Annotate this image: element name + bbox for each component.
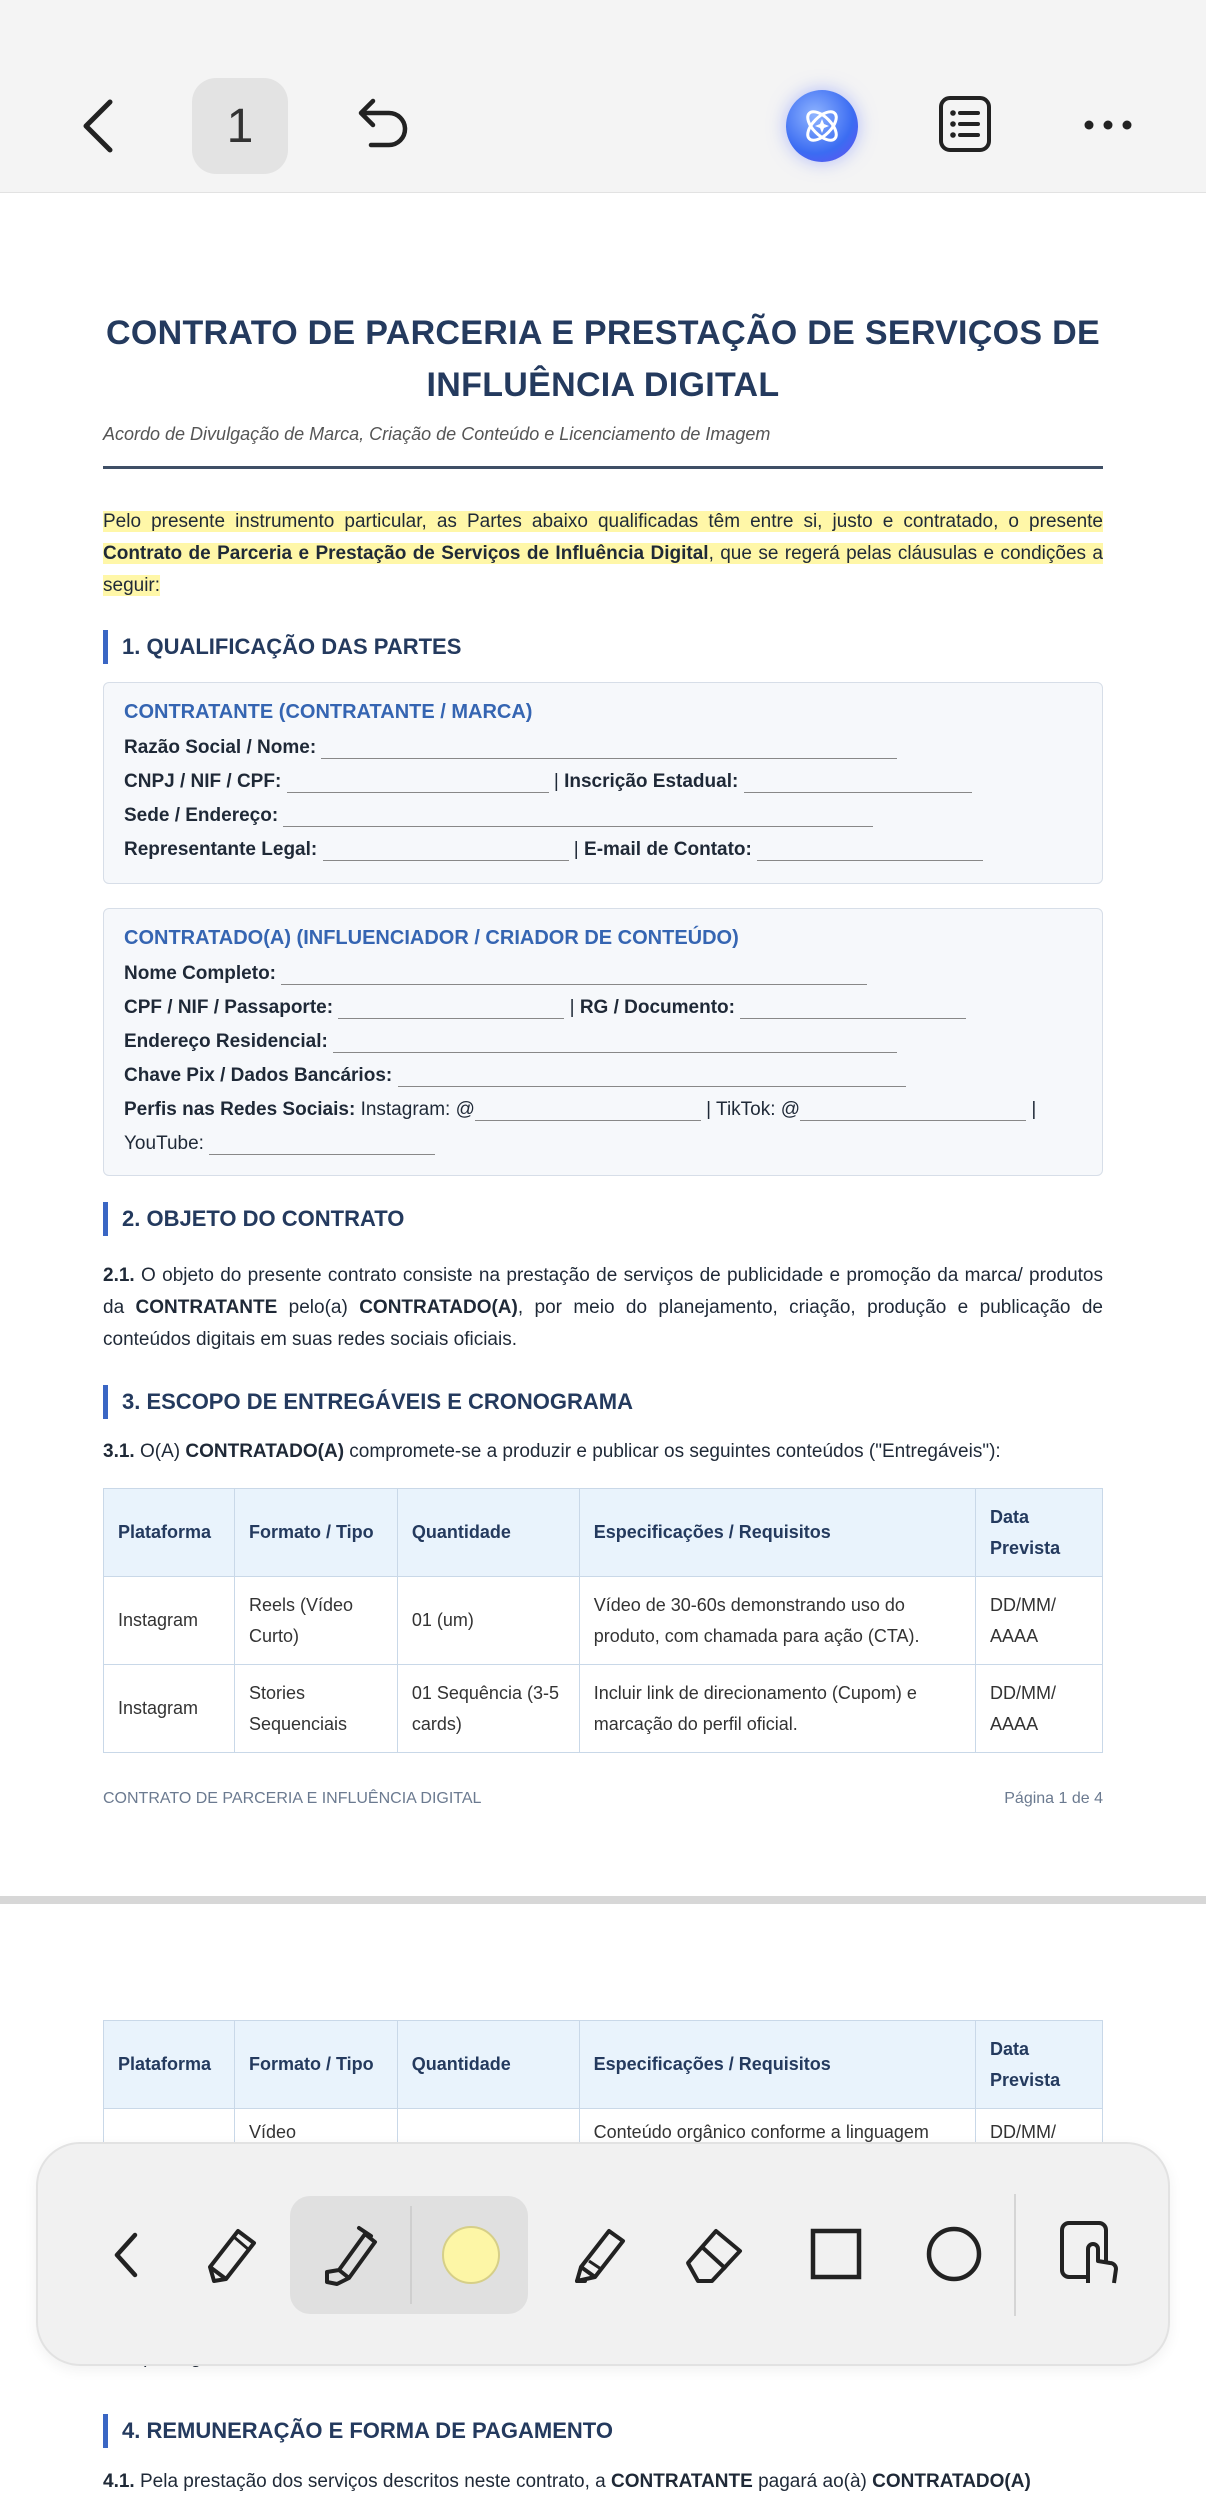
tiktok-label: | TikTok: @ <box>706 1099 801 1120</box>
pen-icon <box>204 2221 264 2287</box>
razao-social-field[interactable] <box>321 737 897 759</box>
table-header: Formato / Tipo <box>234 1489 397 1577</box>
clause-2-1-text-c: pelo(a) <box>277 1297 360 1318</box>
table-cell: DD/MM/ AAAA <box>976 1577 1103 1665</box>
clause-4-1-text-b: CONTRATANTE <box>611 2471 753 2492</box>
instagram-label: Instagram: @ <box>360 1099 475 1120</box>
clause-4-1-text-d: CONTRATADO(A) <box>872 2471 1031 2492</box>
table-header: Plataforma <box>104 1489 235 1577</box>
table-cell: 01 (um) <box>397 1577 579 1665</box>
section-2-heading: 2. OBJETO DO CONTRATO <box>103 1202 404 1236</box>
more-icon <box>1083 119 1133 131</box>
youtube-field[interactable] <box>209 1133 435 1155</box>
table-cell: Vídeo <box>234 2109 397 2197</box>
eraser-tool-button[interactable] <box>674 2214 754 2294</box>
marker-tool-button[interactable] <box>558 2214 638 2294</box>
section-3-heading: 3. ESCOPO DE ENTREGÁVEIS E CRONOGRAMA <box>103 1385 633 1419</box>
rectangle-icon <box>809 2227 863 2281</box>
touch-mode-button[interactable] <box>1050 2212 1130 2296</box>
clause-2-1-text-e: , por meio do planejamento, criação, produção e publicação de conteúdos digitais em suas redes sociais oficiais. <box>103 1297 1103 1350</box>
toolbar-collapse-button[interactable] <box>94 2220 158 2290</box>
toolbar-divider <box>410 2206 412 2304</box>
table-header: Plataforma <box>104 2021 235 2109</box>
page-number: 1 <box>226 99 254 153</box>
marker-icon <box>567 2219 629 2289</box>
rg-label: RG / Documento: <box>579 997 735 1018</box>
nome-field[interactable] <box>281 963 867 985</box>
undo-button[interactable] <box>350 90 416 156</box>
perfis-line <box>124 1099 1036 1121</box>
razao-social-label: Razão Social / Nome: <box>124 737 317 758</box>
table-cell: Vídeo de 30-60s demonstrando uso do produto, com chamada para ação (CTA). <box>579 1577 975 1665</box>
table-header: Especificações / Requisitos <box>579 1489 975 1577</box>
touch-mode-icon <box>1058 2219 1122 2289</box>
clause-4-1-text-c: pagará ao(à) <box>752 2471 873 2492</box>
table-row <box>104 1665 1103 1753</box>
page-number-button[interactable] <box>192 78 288 174</box>
cnpj-field[interactable] <box>287 771 549 793</box>
table-header: Data Prevista <box>976 2021 1103 2109</box>
page-separator <box>0 1896 1206 1904</box>
clause-3-1-text-a: O(A) <box>134 1441 186 1462</box>
clause-3-1-text-b: CONTRATADO(A) <box>185 1441 345 1462</box>
pix-line <box>124 1065 906 1087</box>
table-header-row <box>104 2021 1103 2109</box>
table-cell: Instagram <box>104 1665 235 1753</box>
cnpj-separator: | <box>553 771 559 792</box>
cnpj-line <box>124 771 972 793</box>
pix-field[interactable] <box>398 1065 906 1087</box>
cpf-field[interactable] <box>338 997 564 1019</box>
color-swatch <box>442 2226 500 2284</box>
perfis-end-separator: | <box>1031 1099 1037 1120</box>
back-button[interactable] <box>70 90 126 162</box>
razao-social-line <box>124 737 897 759</box>
clause-2-1 <box>103 1260 1103 1356</box>
representante-field[interactable] <box>323 839 569 861</box>
toolbar-divider <box>1014 2194 1016 2316</box>
clause-4-1-number: 4.1. <box>103 2471 135 2492</box>
table-header: Data Prevista <box>976 1489 1103 1577</box>
contratante-title: CONTRATANTE (CONTRATANTE / MARCA) <box>124 701 533 723</box>
table-cell: Conteúdo orgânico conforme a linguagem <box>579 2109 975 2197</box>
list-icon <box>938 95 992 153</box>
table-cell: Instagram <box>104 1577 235 1665</box>
sede-field[interactable] <box>283 805 873 827</box>
rectangle-tool-button[interactable] <box>796 2214 876 2294</box>
representante-label: Representante Legal: <box>124 839 318 860</box>
youtube-line <box>124 1133 435 1155</box>
circle-tool-button[interactable] <box>914 2214 994 2294</box>
ai-assistant-icon <box>799 103 845 149</box>
ai-assistant-button[interactable] <box>786 90 858 162</box>
cnpj-label: CNPJ / NIF / CPF: <box>124 771 282 792</box>
clause-4-1 <box>103 2466 1103 2496</box>
representante-separator: | <box>573 839 579 860</box>
cpf-label: CPF / NIF / Passaporte: <box>124 997 334 1018</box>
clause-2-1-text-a: O objeto do presente contrato consiste na prestação de serviços de publicidade e promoção da marca/ produtos da <box>103 1265 1103 1318</box>
rg-field[interactable] <box>740 997 966 1019</box>
table-row <box>104 1577 1103 1665</box>
perfis-label: Perfis nas Redes Sociais: <box>124 1099 356 1120</box>
document-title: CONTRATO DE PARCERIA E PRESTAÇÃO DE SERVIÇOS DE INFLUÊNCIA DIGITAL <box>106 314 1100 404</box>
highlighter-tool-button[interactable] <box>310 2214 390 2294</box>
section-1-heading: 1. QUALIFICAÇÃO DAS PARTES <box>103 630 461 664</box>
table-header: Quantidade <box>397 1489 579 1577</box>
endereco-field[interactable] <box>333 1031 897 1053</box>
table-cell: DD/MM/ AAAA <box>976 1665 1103 1753</box>
page-footer-number: Página 1 de 4 <box>1004 1790 1103 1807</box>
contratante-box <box>103 682 1103 884</box>
intro-paragraph <box>103 506 1103 602</box>
clause-2-1-number: 2.1. <box>103 1265 135 1286</box>
ie-field[interactable] <box>744 771 972 793</box>
contratado-box <box>103 908 1103 1176</box>
pen-tool-button[interactable] <box>198 2214 270 2294</box>
sede-line <box>124 805 873 827</box>
table-header: Formato / Tipo <box>234 2021 397 2109</box>
outline-button[interactable] <box>935 92 995 156</box>
intro-text-c: , que se regerá pelas cláusulas e condições a seguir: <box>103 543 1103 596</box>
clause-3-1-number: 3.1. <box>103 1441 135 1462</box>
annotation-toolbar <box>36 2142 1170 2366</box>
more-button[interactable] <box>1080 100 1136 150</box>
contratado-title: CONTRATADO(A) (INFLUENCIADOR / CRIADOR DE CONTEÚDO) <box>124 927 739 949</box>
intro-text-b: Contrato de Parceria e Prestação de Serviços de Influência Digital <box>103 543 709 564</box>
nome-label: Nome Completo: <box>124 963 276 984</box>
document-subtitle: Acordo de Divulgação de Marca, Criação de Conteúdo e Licenciamento de Imagem <box>103 424 771 444</box>
table-header: Quantidade <box>397 2021 579 2109</box>
pix-label: Chave Pix / Dados Bancários: <box>124 1065 393 1086</box>
clause-3-1-text-c: compromete-se a produzir e publicar os seguintes conteúdos ("Entregáveis"): <box>344 1441 1001 1462</box>
intro-text-a: Pelo presente instrumento particular, as Partes abaixo qualificadas têm entre si, justo e contratado, o presente <box>103 511 1103 532</box>
page-footer-title: CONTRATO DE PARCERIA E INFLUÊNCIA DIGITAL <box>103 1790 482 1807</box>
deliverables-table <box>103 1488 1103 1753</box>
instagram-field[interactable] <box>475 1099 701 1121</box>
table-cell: Stories Sequenciais <box>234 1665 397 1753</box>
circle-icon <box>925 2225 983 2283</box>
tiktok-field[interactable] <box>800 1099 1026 1121</box>
youtube-label: YouTube: <box>124 1133 204 1154</box>
undo-icon <box>355 97 411 149</box>
table-header: Especificações / Requisitos <box>579 2021 975 2109</box>
highlighter-icon <box>319 2220 381 2288</box>
endereco-line <box>124 1031 897 1053</box>
email-label: E-mail de Contato: <box>584 839 752 860</box>
table-cell: Reels (Vídeo Curto) <box>234 1577 397 1665</box>
top-toolbar <box>0 0 1206 193</box>
sede-label: Sede / Endereço: <box>124 805 279 826</box>
section-4-heading: 4. REMUNERAÇÃO E FORMA DE PAGAMENTO <box>103 2414 613 2448</box>
cpf-separator: | <box>569 997 575 1018</box>
clause-2-1-text-d: CONTRATADO(A) <box>359 1297 518 1318</box>
chevron-left-icon <box>78 96 118 156</box>
endereco-label: Endereço Residencial: <box>124 1031 328 1052</box>
document-page-1 <box>0 194 1206 1896</box>
table-cell: DD/MM/ <box>976 2109 1103 2197</box>
clause-2-1-text-b: CONTRATANTE <box>135 1297 278 1318</box>
clause-4-1-text-a: Pela prestação dos serviços descritos neste contrato, a <box>134 2471 612 2492</box>
clause-3-1 <box>103 1436 1103 1468</box>
eraser-icon <box>682 2223 746 2285</box>
title-divider <box>103 466 1103 469</box>
representante-line <box>124 839 983 861</box>
email-field[interactable] <box>757 839 983 861</box>
ie-label: Inscrição Estadual: <box>564 771 739 792</box>
table-header-row <box>104 1489 1103 1577</box>
nome-line <box>124 963 867 985</box>
table-cell: 01 Sequência (3-5 cards) <box>397 1665 579 1753</box>
cpf-line <box>124 997 966 1019</box>
color-picker-button[interactable] <box>434 2218 508 2292</box>
chevron-left-icon <box>111 2230 141 2280</box>
table-cell: Incluir link de direcionamento (Cupom) e marcação do perfil oficial. <box>579 1665 975 1753</box>
